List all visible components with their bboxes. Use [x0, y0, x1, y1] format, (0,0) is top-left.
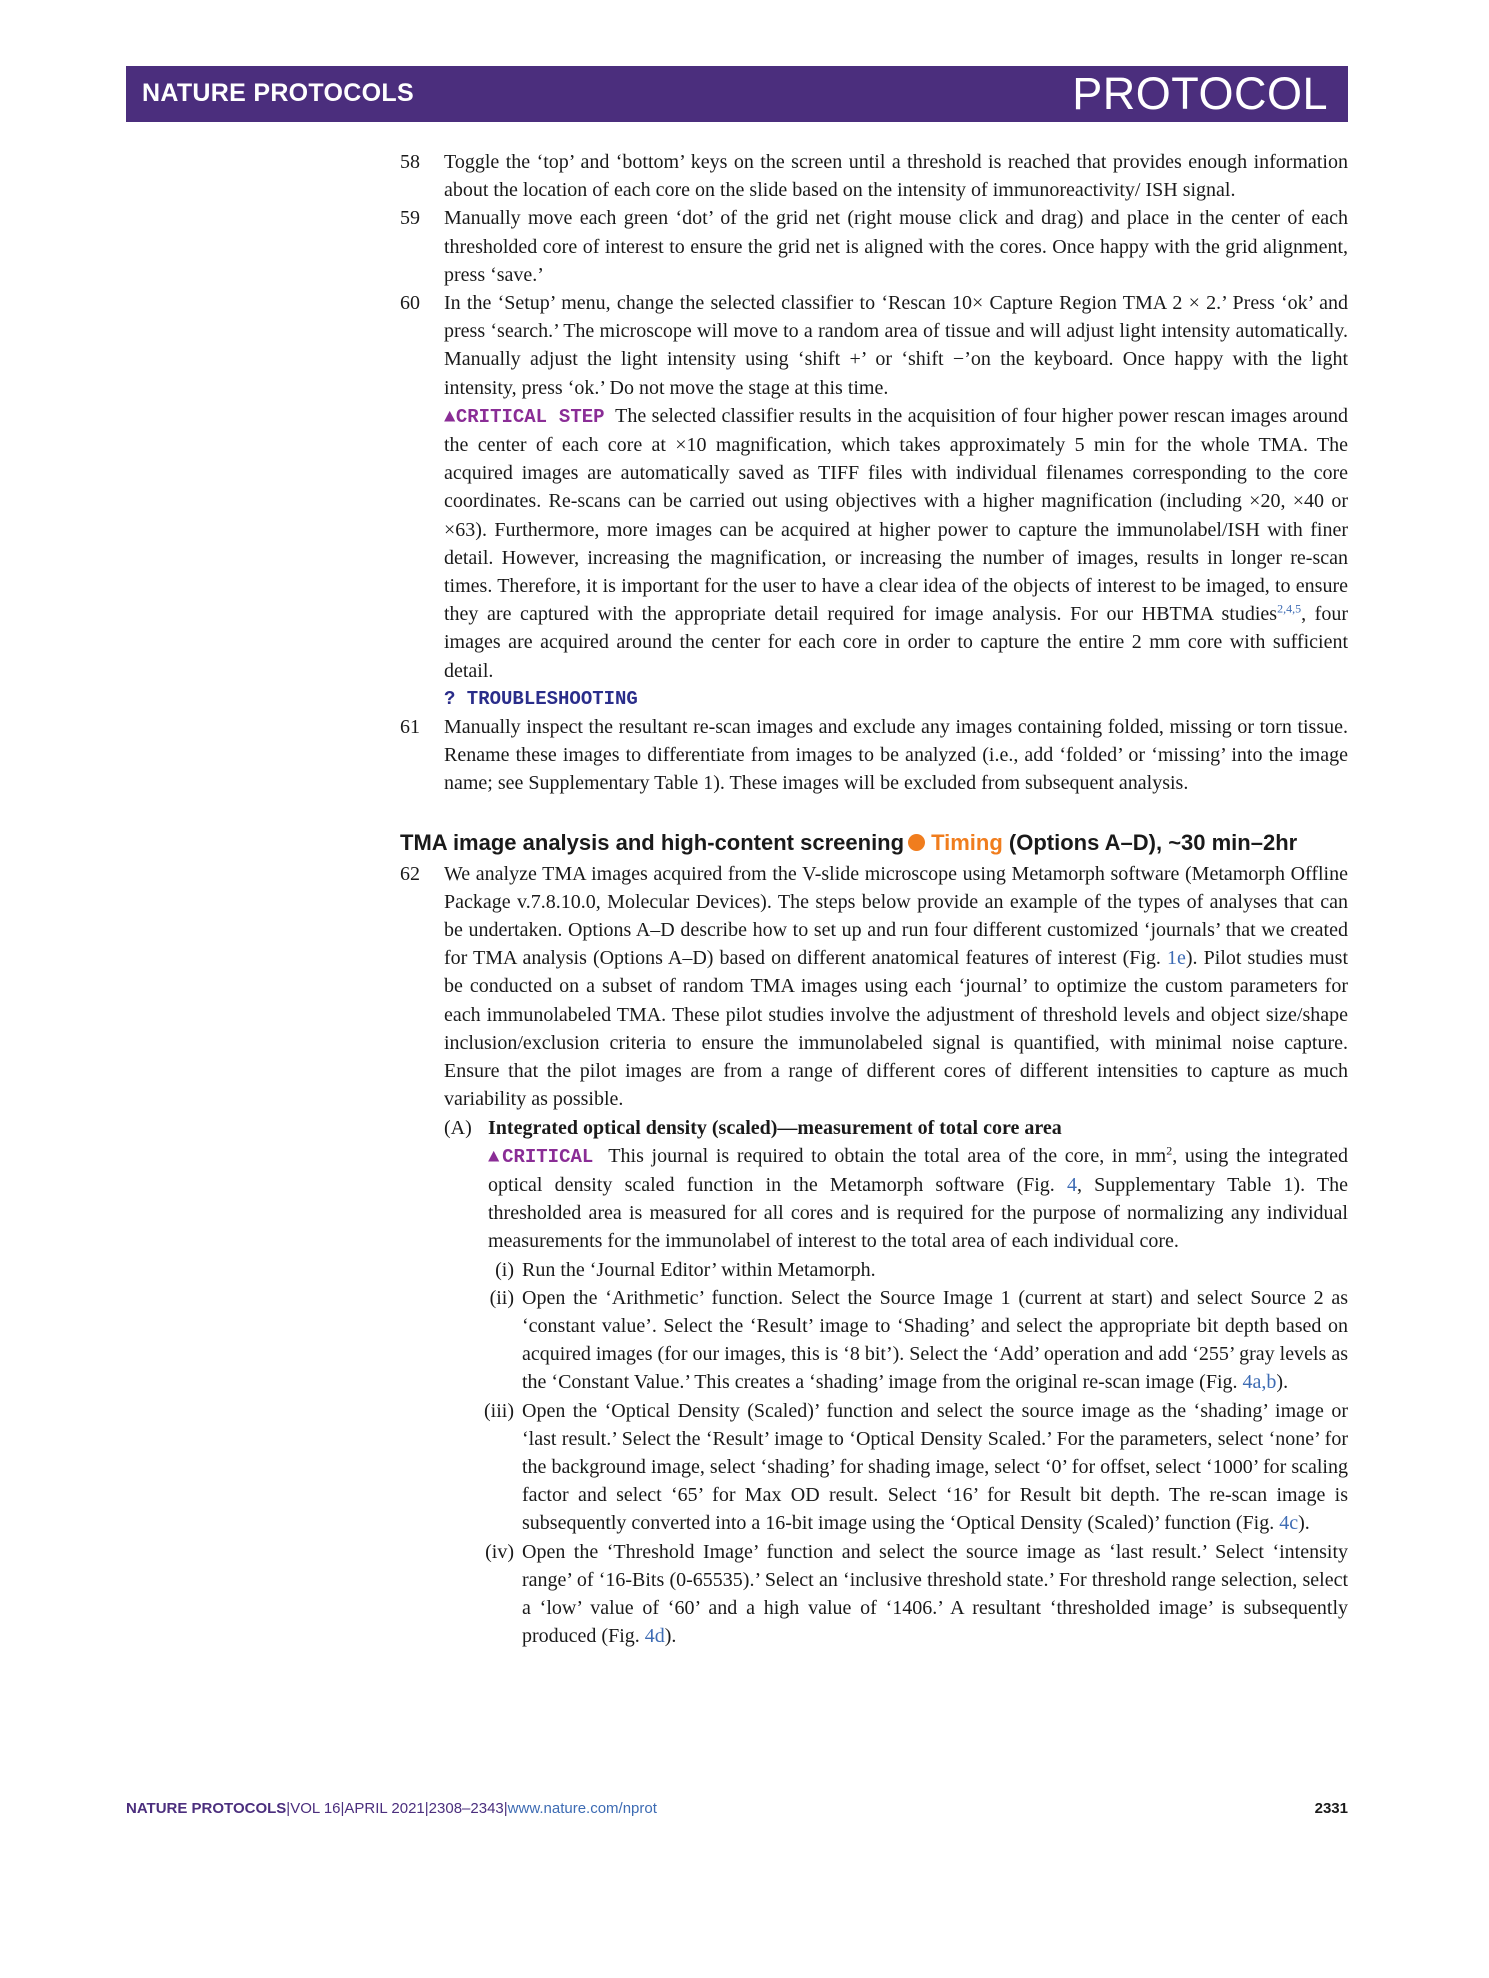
footer-date: APRIL 2021: [344, 1800, 425, 1817]
critical-text: This journal is required to obtain the total area of the core, in mm: [608, 1144, 1167, 1167]
step-62: [400, 860, 1348, 1114]
main-content: [400, 148, 1348, 1650]
figure-link[interactable]: 4: [1067, 1173, 1077, 1196]
section-heading: [400, 828, 1348, 858]
substep-iii: [444, 1397, 1348, 1538]
step-number: 58: [400, 151, 420, 173]
step-number: 61: [400, 716, 420, 739]
substep-text: Open the ‘Optical Density (Scaled)’ function and select the source image as the ‘shading’ image or ‘last result.’ Select the ‘Result’ image to ‘Optical Density Scaled.’ For the parameters, select ‘none’ for the background image, select ‘shading’ for shading image, select ‘0’ for offset, select ‘1000’ for scaling factor and select ‘65’ for Max OD result. Select ‘16’ for Result bit depth. The re-scan image is subsequently converted into a 16-bit image using the ‘Optical Density (Scaled)’ function (Fig.: [522, 1399, 1348, 1535]
page-footer: [126, 1800, 1348, 1824]
superscript: 2: [1166, 1143, 1173, 1158]
critical-text: , using the integrated optical density scaled function in the Metamorph software (Fig.: [488, 1144, 1349, 1196]
substep-number: (iii): [484, 1399, 514, 1422]
timing-dot-icon: [908, 834, 925, 851]
critical-text: , Supplementary Table 1). The thresholded area is measured for all cores and is required for the purpose of normalizing any individual measurements for the immunolabel of interest to the total area of each individual core.: [488, 1173, 1348, 1253]
step-text: Toggle the ‘top’ and ‘bottom’ keys on the screen until a threshold is reached that provides enough information about the location of each core on the slide based on the intensity of immunoreactivity/ ISH signal.: [444, 151, 1348, 202]
footer-journal: NATURE PROTOCOLS: [126, 1800, 287, 1817]
troubleshooting-label: ? TROUBLESHOOTING: [444, 687, 638, 710]
critical-text-end: , four images are acquired around the center for each core in order to capture the entire 2 mm core with sufficient detail.: [444, 603, 1348, 682]
step-text-part: ). Pilot studies must be conducted on a subset of random TMA images using each ‘journal’ to optimize the custom parameters for each immunolabeled TMA. These pilot studies involve the adjustment of threshold levels and object size/shape inclusion/exclusion criteria to ensure the immunolabeled signal is quantified, with minimal noise capture. Ensure that the pilot images are from a range of different cores of different intensities to capture as much variability as possible.: [444, 947, 1349, 1111]
substep-text-end: ).: [664, 1625, 677, 1648]
substep-number: (ii): [489, 1286, 514, 1309]
journal-name: NATURE PROTOCOLS: [142, 79, 414, 107]
separator: |: [503, 1800, 508, 1817]
step-text: Manually move each green ‘dot’ of the grid net (right mouse click and drag) and place in the center of each thresholded core of interest to ensure the grid net is aligned with the cores. Once happy with the grid alignment, press ‘save.’: [444, 207, 1348, 286]
separator: |: [424, 1800, 429, 1817]
option-critical-note: [444, 1142, 1348, 1256]
substep-text: Run the ‘Journal Editor’ within Metamorph.: [522, 1258, 876, 1281]
critical-triangle-icon: ▲: [444, 405, 456, 428]
substep-number: (i): [495, 1258, 514, 1281]
option-title: Integrated optical density (scaled)—measurement of total core area: [488, 1116, 1062, 1139]
page-number: 2331: [1314, 1800, 1348, 1817]
reference-link[interactable]: 2,4,5: [1277, 601, 1302, 616]
substep-text-end: ).: [1298, 1512, 1310, 1535]
separator: |: [286, 1800, 291, 1817]
separator: |: [340, 1800, 345, 1817]
article-type: PROTOCOL: [1072, 68, 1328, 119]
step-61: [400, 713, 1348, 798]
option-letter: (A): [444, 1116, 472, 1139]
timing-detail: (Options A–D), ~30 min–2hr: [1008, 829, 1298, 855]
option-heading: [444, 1114, 1348, 1142]
substep-i: [444, 1256, 1348, 1284]
substep-text-end: ).: [1276, 1371, 1289, 1394]
figure-link[interactable]: 4c: [1279, 1512, 1299, 1535]
step-58: [400, 148, 1348, 204]
substep-text: Open the ‘Arithmetic’ function. Select the Source Image 1 (current at start) and select Source 2 as ‘constant value’. Select the ‘Result’ image to ‘Shading’ and select the appropriate bit depth based on acquired images (for our images, this is ‘8 bit’). Select the ‘Add’ operation and add ‘255’ gray levels as the ‘Constant Value.’ This creates a ‘shading’ image from the original re-scan image (Fig.: [522, 1286, 1348, 1394]
step-59: [400, 204, 1348, 289]
step-text: In the ‘Setup’ menu, change the selected classifier to ‘Rescan 10× Capture Region TMA 2 × 2.’ Press ‘ok’ and press ‘search.’ The microscope will move to a random area of tissue and will adjust light intensity automatically. Manually adjust the light intensity using ‘shift +’ or ‘shift −’on the keyboard. Once happy with the light intensity, press ‘ok.’ Do not move the stage at this time.: [444, 292, 1348, 399]
step-text: [444, 860, 1348, 1114]
step-text: Manually inspect the resultant re-scan images and exclude any images containing folded, missing or torn tissue. Rename these images to differentiate from images to be analyzed (i.e., add ‘folded’ or ‘missing’ into the image name; see Supplementary Table 1). These images will be excluded from subsequent analysis.: [444, 716, 1348, 795]
critical-triangle-icon: ▲: [488, 1145, 503, 1168]
step-text-part: We analyze TMA images acquired from the V-slide microscope using Metamorph software (Metamorph Offline Package v.7.8.10.0, Molecular Devices). The steps below provide an example of the types of analyses that can be undertaken. Options A–D describe how to set up and run four different customized ‘journals’ that we created for TMA analysis (Options A–D) based on different anatomical features of interest (Fig.: [444, 862, 1348, 970]
substep-text: Open the ‘Threshold Image’ function and select the source image as ‘last result.’ Select ‘intensity range’ of ‘16-Bits (0-65535).’ Select an ‘inclusive threshold state.’ For threshold range selection, select a ‘low’ value of ‘60’ and a high value of ‘1406.’ A resultant ‘thresholded image’ is subsequently produced (Fig.: [522, 1540, 1348, 1648]
footer-url-link[interactable]: www.nature.com/nprot: [507, 1800, 657, 1817]
figure-link[interactable]: 1e: [1167, 947, 1186, 970]
critical-step-label: CRITICAL STEP: [455, 405, 605, 428]
step-number: 60: [400, 292, 420, 315]
critical-text: The selected classifier results in the acquisition of four higher power rescan images around the center of each core at ×10 magnification, which takes approximately 5 min for the whole TMA. The acquired images are automatically saved as TIFF files with individual filenames corresponding to the core coordinates. Re-scans can be carried out using objectives with a higher magnification (including ×20, ×40 or ×63). Furthermore, more images can be acquired at higher power to capture the immunolabel/ISH with finer detail. However, increasing the magnification, or increasing the number of images, results in longer re-scan times. Therefore, it is important for the user to have a clear idea of the objects of interest to be imaged, to ensure they are captured with the appropriate detail required for image analysis. For our HBTMA studies: [444, 404, 1348, 626]
step-60: [400, 289, 1348, 713]
figure-link[interactable]: 4a,b: [1242, 1371, 1277, 1394]
timing-label: Timing: [931, 829, 1003, 855]
substep-iv: [444, 1538, 1348, 1651]
section-title: TMA image analysis and high-content screening: [400, 829, 905, 855]
critical-step-note: [444, 402, 1348, 685]
footer-pages: 2308–2343: [428, 1800, 504, 1817]
step-number: 62: [400, 862, 420, 885]
header-band: [126, 66, 1348, 122]
footer-citation: [126, 1800, 657, 1817]
option-a: [400, 1114, 1348, 1651]
substep-number: (iv): [485, 1540, 514, 1563]
substep-ii: [444, 1284, 1348, 1397]
footer-volume: VOL 16: [290, 1800, 341, 1817]
critical-label: CRITICAL: [502, 1145, 594, 1168]
figure-link[interactable]: 4d: [644, 1625, 665, 1648]
step-number: 59: [400, 207, 420, 230]
